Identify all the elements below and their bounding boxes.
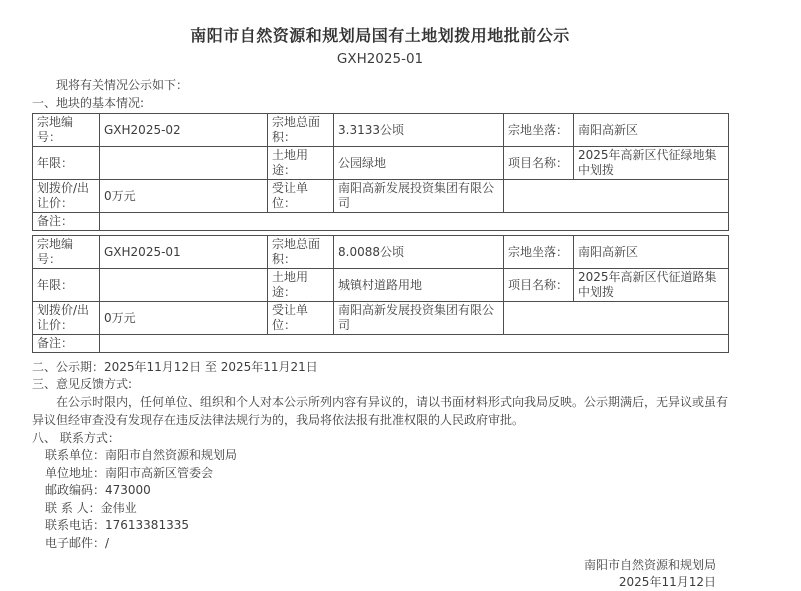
table-row: [33, 147, 729, 180]
table-row: [33, 213, 729, 231]
grantee-value: 南阳高新发展投资集团有限公司: [334, 180, 504, 213]
parcel-no-label: 宗地编号：: [33, 114, 100, 147]
project-label: 项目名称：: [504, 147, 574, 180]
grantee-label: 受让单位：: [268, 180, 334, 213]
years-label: 年限：: [33, 147, 100, 180]
table-row: [33, 302, 729, 335]
location-value: 南阳高新区: [574, 114, 729, 147]
years-value: [100, 147, 268, 180]
table-row: [33, 269, 729, 302]
parcel-no-label: 宗地编号：: [33, 236, 100, 269]
contact-unit: 联系单位：南阳市自然资源和规划局: [45, 448, 238, 462]
remark-value: [100, 335, 729, 353]
contact-postcode: 邮政编码：473000: [45, 483, 151, 497]
project-label: 项目名称：: [504, 269, 574, 302]
land-use-value: 公园绿地: [334, 147, 504, 180]
area-label: 宗地总面积：: [268, 236, 334, 269]
section-publicity-period: 二、公示期：2025年11月12日 至 2025年11月21日: [32, 360, 318, 374]
remark-label: 备注：: [33, 213, 100, 231]
area-value: 3.3133公顷: [334, 114, 504, 147]
land-use-label: 土地用途：: [268, 269, 334, 302]
table-row: [33, 335, 729, 353]
signature-block: [32, 557, 728, 591]
land-use-label: 土地用途：: [268, 147, 334, 180]
grantee-value: 南阳高新发展投资集团有限公司: [334, 302, 504, 335]
contact-email: 电子邮件：/: [45, 535, 110, 550]
document-number: GXH2025-01: [336, 51, 424, 67]
price-value: 0万元: [100, 302, 268, 335]
remark-label: 备注：: [33, 335, 100, 353]
page-title: 南阳市自然资源和规划局国有土地划拨用地批前公示: [190, 26, 570, 45]
location-value: 南阳高新区: [574, 236, 729, 269]
location-label: 宗地坐落：: [504, 236, 574, 269]
years-label: 年限：: [33, 269, 100, 302]
project-value: 2025年高新区代征道路集中划拨: [574, 269, 729, 302]
empty-cell: [504, 302, 729, 335]
parcel-table-1: [32, 113, 729, 231]
section-contact-heading: 八、 联系方式：: [32, 431, 120, 445]
area-label: 宗地总面积：: [268, 114, 334, 147]
location-label: 宗地坐落：: [504, 114, 574, 147]
signature-date: 2025年11月12日: [618, 575, 716, 589]
price-value: 0万元: [100, 180, 268, 213]
table-row: [33, 114, 729, 147]
contact-address: 单位地址：南阳市高新区管委会: [45, 465, 214, 480]
parcel-no-value: GXH2025-01: [100, 236, 268, 269]
table-row: [33, 236, 729, 269]
price-label: 划拨价/出让价：: [33, 180, 100, 213]
parcel-table-2: [32, 235, 729, 353]
contact-person: 联 系 人：金伟业: [45, 500, 137, 515]
intro-text: 现将有关情况公示如下：: [56, 78, 189, 92]
price-label: 划拨价/出让价：: [33, 302, 100, 335]
feedback-body: 在公示时限内，任何单位、组织和个人对本公示所列内容有异议的，请以书面材料形式向我局反映。公示期满后，无异议或虽有异议但经审查没有发现存在违反法律法规行为的，我局将依法报有批准权限的人民政府审批。: [32, 395, 729, 427]
contact-phone: 联系电话：17613381335: [45, 518, 189, 532]
land-use-value: 城镇村道路用地: [334, 269, 504, 302]
project-value: 2025年高新区代征绿地集中划拨: [574, 147, 729, 180]
table-row: [33, 180, 729, 213]
remark-value: [100, 213, 729, 231]
parcel-no-value: GXH2025-02: [100, 114, 268, 147]
area-value: 8.0088公顷: [334, 236, 504, 269]
years-value: [100, 269, 268, 302]
empty-cell: [504, 180, 729, 213]
section-basic-info-heading: 一、地块的基本情况:: [32, 96, 145, 110]
section-feedback-heading: 三、意见反馈方式:: [32, 377, 133, 391]
grantee-label: 受让单位：: [268, 302, 334, 335]
signature-org: 南阳市自然资源和规划局: [583, 558, 716, 572]
